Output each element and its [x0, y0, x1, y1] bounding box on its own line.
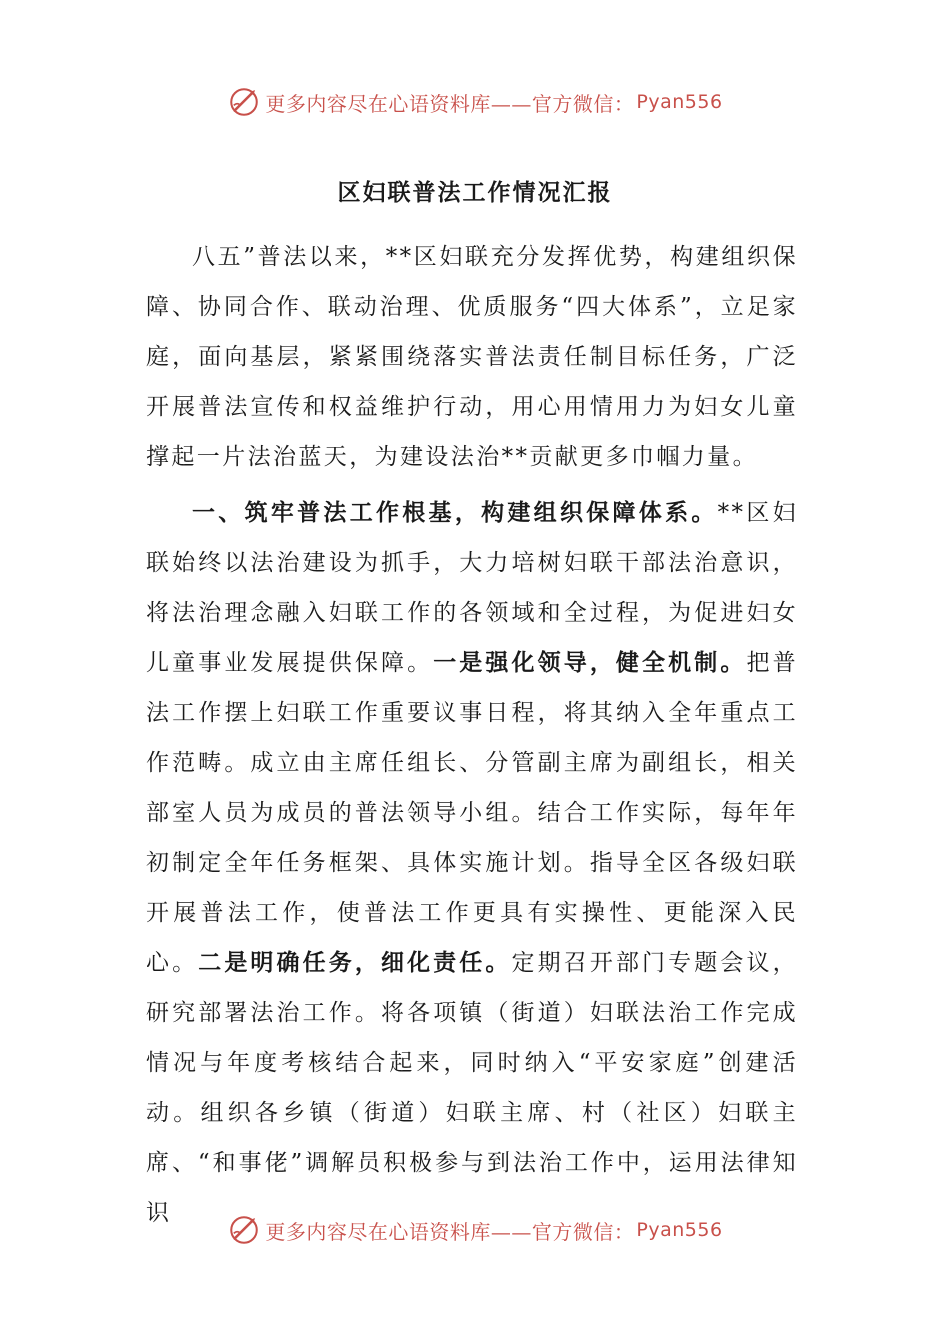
subheading-two: 二是明确任务，细化责任。 [198, 949, 512, 976]
section-heading: 一、筑牢普法工作根基，构建组织保障体系。 [192, 499, 718, 526]
section-text: 把普法工作摆上妇联工作重要议事日程，将其纳入全年重点工作范畴。成立由主席任组长、分管副主席为副组长，相关部室人员为成员的普法领导小组。结合工作实际，每年年初制定全年任务框架、具体实施计划。指导全区各级妇联开展普法工作，使普法工作更具有实操性、更能深入民心。 [146, 650, 798, 976]
document-title: 区妇联普法工作情况汇报 [337, 179, 613, 206]
section-text: 定期召开部门专题会议，研究部署法治工作。将各项镇（街道）妇联法治工作完成情况与年度考核结合起来，同时纳入“平安家庭”创建活动。组织各乡镇（街道）妇联主席、村（社区）妇联主席、“和事佬”调解员积极参与到法治工作中，运用法律知识 [146, 950, 798, 1226]
pen-logo-icon [227, 85, 261, 119]
watermark-text: 更多内容尽在心语资料库——官方微信： [265, 91, 635, 116]
watermark-text: 更多内容尽在心语资料库——官方微信： [265, 1219, 635, 1244]
watermark-header [0, 82, 950, 122]
subheading-one: 一是强化领导，健全机制。 [433, 649, 747, 676]
document-body [146, 232, 798, 1238]
paragraph-intro: 八五”普法以来，**区妇联充分发挥优势，构建组织保障、协同合作、联动治理、优质服务“四大体系”，立足家庭，面向基层，紧紧围绕落实普法责任制目标任务，广泛开展普法宣传和权益维护行动，用心用情用力为妇女儿童撑起一片法治蓝天，为建设法治**贡献更多巾帼力量。 [146, 244, 798, 470]
pen-logo-icon [227, 1213, 261, 1247]
section-text: **区妇联始终以法治建设为抓手，大力培树妇联干部法治意识，将法治理念融入妇联工作的各领域和全过程，为促进妇女儿童事业发展提供保障。 [146, 500, 799, 676]
watermark-wechat-id: Pyan556 [636, 1219, 723, 1241]
paragraph-section-one [146, 488, 798, 1238]
watermark-wechat-id: Pyan556 [636, 91, 723, 113]
watermark-footer [0, 1210, 950, 1250]
